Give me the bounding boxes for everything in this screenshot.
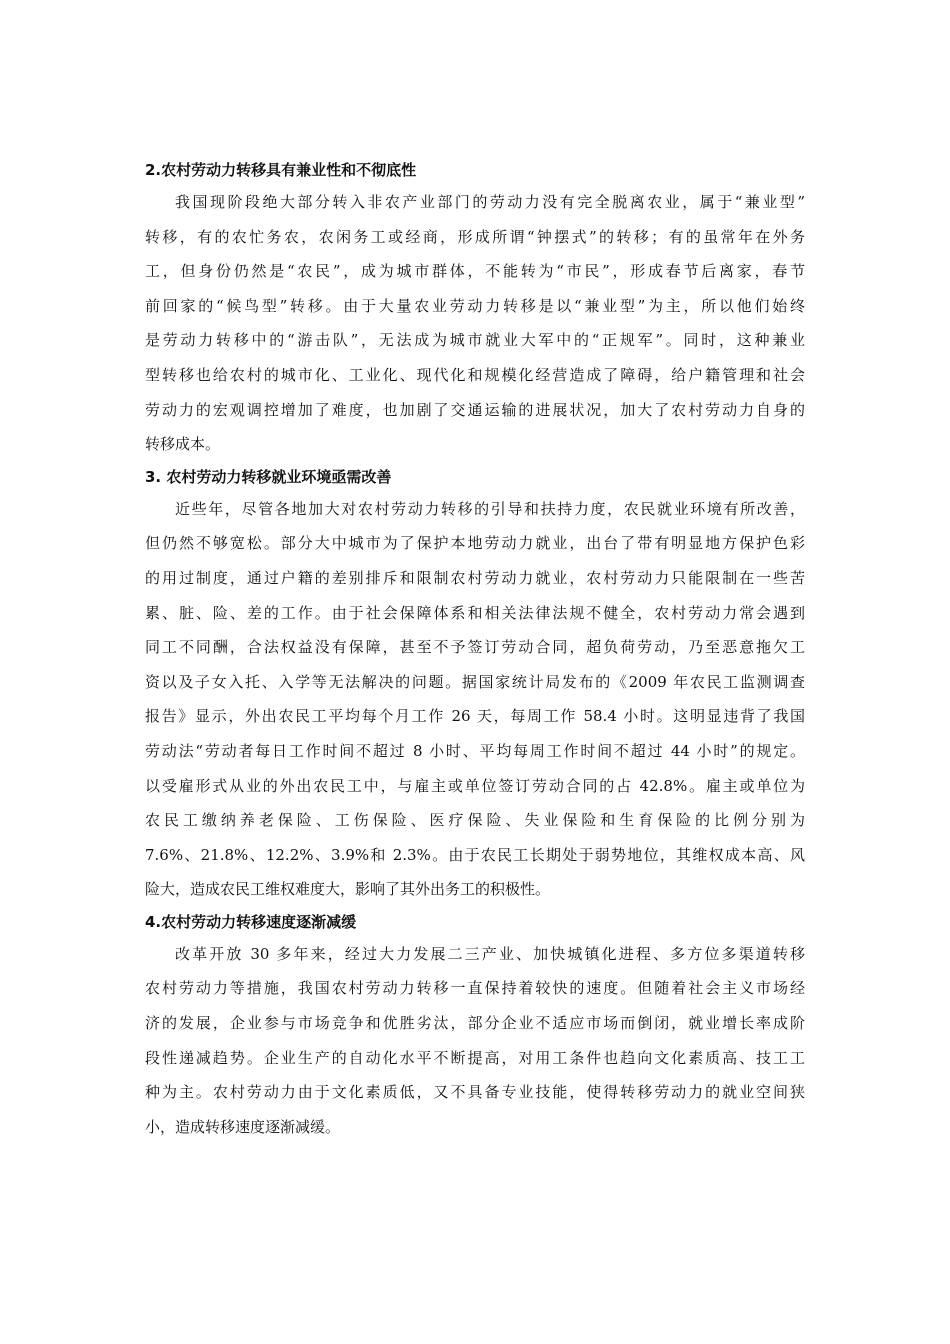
- section-heading: 3. 农村劳动力转移就业环境亟需改善: [145, 467, 392, 486]
- paragraph: [145, 492, 805, 907]
- text-line: 型转移也给农村的城市化、工业化、现代化和规模化经营造成了障碍，给户籍管理和社会: [145, 365, 805, 384]
- text-line: 农村劳动力等措施，我国农村劳动力转移一直保持着较快的速度。但随着社会主义市场经: [145, 979, 805, 998]
- paragraph: [145, 937, 805, 1145]
- section-heading: 2.农村劳动力转移具有兼业性和不彻底性: [145, 161, 417, 179]
- text-line: 济的发展，企业参与市场竞争和优胜劣汰，部分企业不适应市场而倒闭，就业增长率成阶: [145, 1014, 805, 1033]
- text-line: 险大，造成农民工维权难度大，影响了其外出务工的积极性。: [145, 880, 551, 899]
- text-line: 是劳动力转移中的“游击队”，无法成为城市就业大军中的“正规军”。同时，这种兼业: [145, 331, 805, 350]
- text-line: 农民工缴纳养老保险、工伤保险、医疗保险、失业保险和生育保险的比例分别为: [145, 811, 805, 830]
- text-line: 但仍然不够宽松。部分大中城市为了保护本地劳动力就业，出台了带有明显地方保护色彩: [145, 534, 805, 553]
- text-line: 报告》显示，外出农民工平均每个月工作 26 天，每周工作 58.4 小时。这明显违背了我国: [145, 707, 805, 726]
- text-line: 改革开放 30 多年来，经过大力发展二三产业、加快城镇化进程、多方位多渠道转移: [175, 944, 805, 963]
- text-line: 近些年，尽管各地加大对农村劳动力转移的引导和扶持力度，农民就业环境有所改善，: [175, 499, 805, 518]
- text-line: 的用过制度，通过户籍的差别排斥和限制农村劳动力就业，农村劳动力只能限制在一些苦: [145, 568, 805, 587]
- text-line: 转移成本。: [145, 435, 221, 454]
- text-line: 小，造成转移速度逐渐减缓。: [145, 1117, 341, 1136]
- section-3: [145, 462, 805, 907]
- text-line: 资以及子女入托、入学等无法解决的问题。据国家统计局发布的《2009 年农民工监测调查: [145, 672, 805, 691]
- text-line: 我国现阶段绝大部分转入非农产业部门的劳动力没有完全脱离农业，属于“兼业型”: [175, 193, 805, 211]
- text-line: 劳动力的宏观调控增加了难度，也加剧了交通运输的进展状况，加大了农村劳动力自身的: [145, 400, 805, 419]
- document-body: [145, 155, 805, 1144]
- text-line: 累、脏、险、差的工作。由于社会保障体系和相关法律法规不健全，农村劳动力常会遇到: [145, 603, 805, 622]
- text-line: 以受雇形式从业的外出农民工中，与雇主或单位签订劳动合同的占 42.8%。雇主或单位为: [145, 776, 805, 795]
- text-line: 劳动法“劳动者每日工作时间不超过 8 小时、平均每周工作时间不超过 44 小时”的规定。: [145, 741, 805, 760]
- text-line: 工，但身份仍然是“农民”，成为城市群体，不能转为“市民”，形成春节后离家，春节: [145, 262, 805, 281]
- section-2: [145, 155, 805, 462]
- text-line: 种为主。农村劳动力由于文化素质低，又不具备专业技能，使得转移劳动力的就业空间狭: [145, 1083, 805, 1102]
- section-4: [145, 907, 805, 1145]
- text-line: 7.6%、21.8%、12.2%、3.9%和 2.3%。由于农民工长期处于弱势地位，其维权成本高、风: [145, 845, 805, 864]
- text-line: 转移，有的农忙务农，农闲务工或经商，形成所谓“钟摆式”的转移；有的虽常年在外务: [145, 227, 805, 246]
- section-heading: 4.农村劳动力转移速度逐渐减缓: [145, 912, 357, 931]
- text-line: 段性递减趋势。企业生产的自动化水平不断提高，对用工条件也趋向文化素质高、技工工: [145, 1048, 805, 1067]
- text-line: 前回家的“候鸟型”转移。由于大量农业劳动力转移是以“兼业型”为主，所以他们始终: [145, 296, 805, 315]
- text-line: 同工不同酬，合法权益没有保障，甚至不予签订劳动合同，超负荷劳动，乃至恶意拖欠工: [145, 638, 805, 657]
- paragraph: [145, 185, 805, 462]
